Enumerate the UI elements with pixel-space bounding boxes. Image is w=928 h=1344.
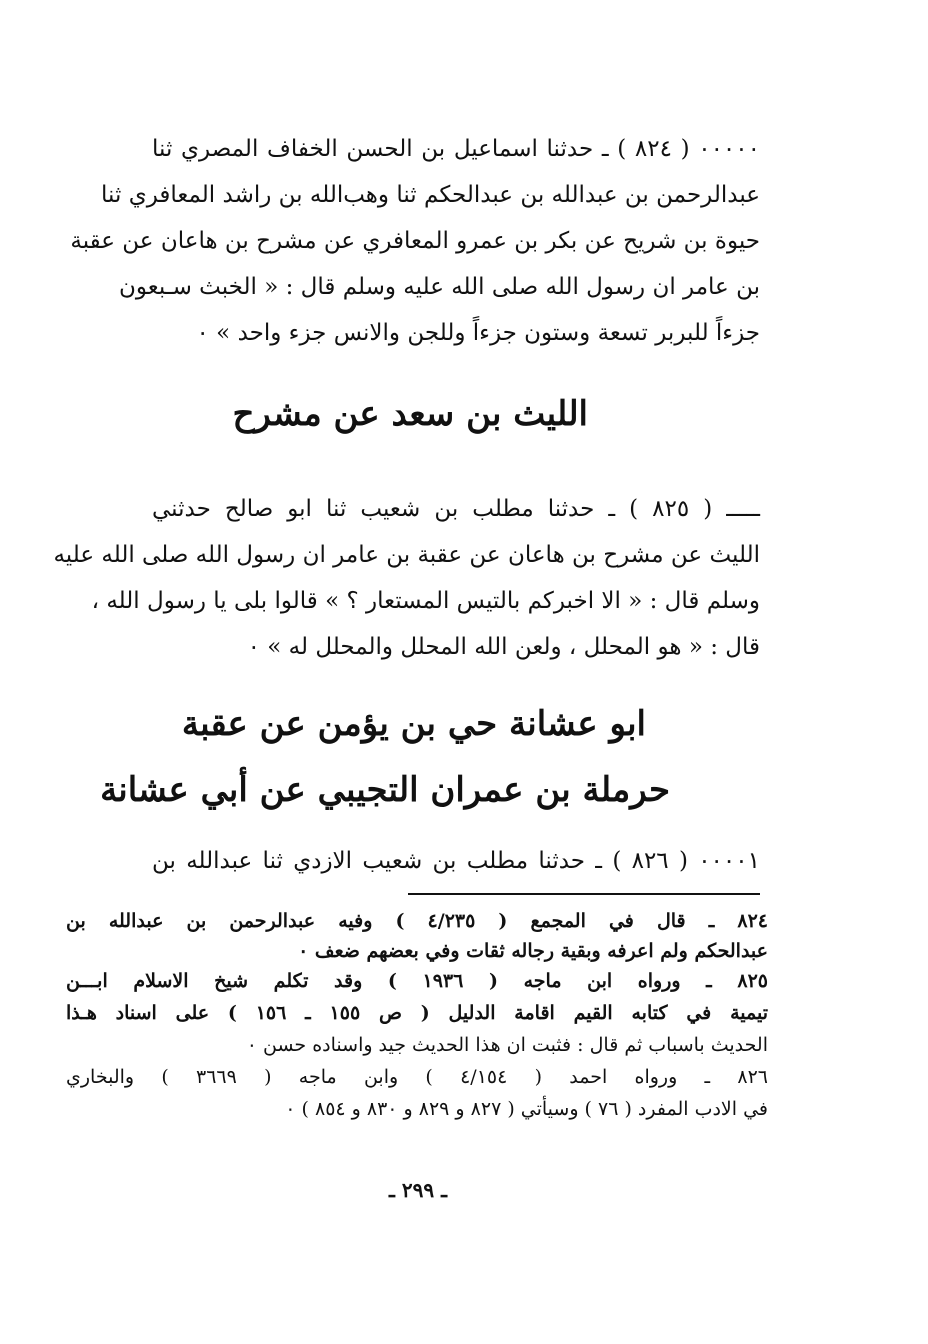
footnote-line: عبدالحكم ولم اعرفه وبقية رجاله ثقات وفي بعضهم ضعف ٠ <box>298 940 768 962</box>
hadith-826-line-1: ٠٠٠٠١ ( ٨٢٦ ) ـ حدثنا مطلب بن شعيب الازدي ثنا عبدالله بن <box>152 848 760 874</box>
hadith-824-line-1: ٠٠٠٠٠ ( ٨٢٤ ) ـ حدثنا اسماعيل بن الحسن الخفاف المصري ثنا <box>152 136 760 162</box>
footnote-line: الحديث باسباب ثم قال : فثبت ان هذا الحديث جيد واسناده حسن ٠ <box>246 1034 768 1056</box>
footnote-line: ٨٢٥ ـ ورواه ابن ماجه ( ١٩٣٦ ) وقد تكلم شيخ الاسلام ابـــن <box>66 970 768 992</box>
hadith-824-line-5: جزءاً للبربر تسعة وستون جزءاً وللجن والانس جزء واحد » ٠ <box>196 320 760 346</box>
chapter-heading-2: ابو عشانة حي بن يؤمن عن عقبة <box>181 704 646 744</box>
hadith-825-line-2: الليث عن مشرح بن هاعان عن عقبة بن عامر ان رسول الله صلى الله عليه <box>53 542 760 568</box>
chapter-heading-1: الليث بن سعد عن مشرح <box>232 394 588 434</box>
chapter-heading-3: حرملة بن عمران التجيبي عن أبي عشانة <box>100 770 670 810</box>
hadith-825-line-3: وسلم قال : « الا اخبركم بالتيس المستعار ؟ » قالوا بلى يا رسول الله ، <box>91 588 760 614</box>
footnote-line: في الادب المفرد ( ٧٦ ) وسيأتي ( ٨٢٧ و ٨٢٩ و ٨٣٠ و ٨٥٤ ) ٠ <box>285 1098 768 1120</box>
footnote-line: تيمية في كتابه القيم اقامة الدليل ( ص ١٥٥ ـ ١٥٦ ) على اسناد هـذا <box>66 1002 768 1024</box>
footnote-line: ٨٢٦ ـ ورواه احمد ( ٤/١٥٤ ) وابن ماجه ( ٣٦٦٩ ) والبخاري <box>66 1066 768 1088</box>
hadith-825-line-1: ـــــ ( ٨٢٥ ) ـ حدثنا مطلب بن شعيب ثنا ابو صالح حدثني <box>152 496 760 522</box>
hadith-824-line-4: بن عامر ان رسول الله صلى الله عليه وسلم قال : « الخبث سـبعون <box>119 274 760 300</box>
hadith-824-line-2: عبدالرحمن بن عبدالله بن عبدالحكم ثنا وهب‌الله بن راشد المعافري ثنا <box>101 182 760 208</box>
hadith-824-line-3: حيوة بن شريح عن بكر بن عمرو المعافري عن مشرح بن هاعان عن عقبة <box>70 228 760 254</box>
footnote-line: ٨٢٤ ـ قال في المجمع ( ٤/٢٣٥ ) وفيه عبدالرحمن بن عبدالله بن <box>66 910 768 932</box>
footnote-divider <box>408 893 760 895</box>
hadith-825-line-4: قال : « هو المحلل ، ولعن الله المحلل والمحلل له » ٠ <box>247 634 760 660</box>
page-number: ـ ٢٩٩ ـ <box>389 1178 447 1202</box>
